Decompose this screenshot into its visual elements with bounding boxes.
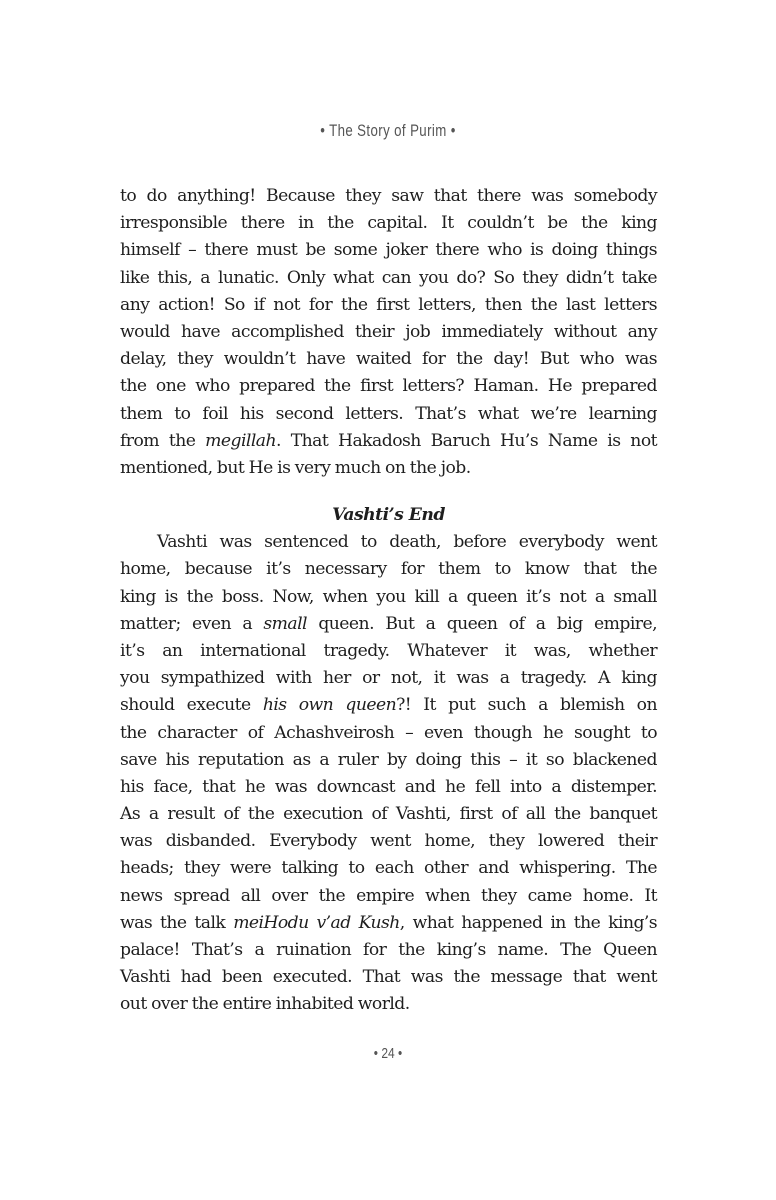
text-line: news spread all over the empire when they came home. It [120,885,657,906]
italic-phrase-his-own-queen: his own queen [262,695,397,716]
body-text-section-2 [120,502,657,1019]
text-run: queen. But a queen of a big empire, [306,613,657,634]
text-line: them to foil his second letters. That’s what we’re learning [120,403,657,424]
text-line: save his reputation as a ruler by doing this – it so blackened [120,749,657,770]
text-line [120,910,657,937]
text-line: was disbanded. Everybody went home, they lowered their [120,831,657,852]
text-run: . That Hakadosh Baruch Hu’s Name is not [276,430,657,451]
text-line: irresponsible there in the capital. It couldn’t be the king [120,213,657,234]
section-heading: Vashti’s End [332,505,445,525]
text-run: ?! It put such a blemish on [396,695,657,716]
text-line: himself – there must be some joker there who is doing things [120,240,657,261]
text-line: palace! That’s a ruination for the king’s name. The Queen [120,940,657,960]
text-line [120,428,657,455]
text-line: the character of Achashveirosh – even though he sought to [120,722,657,743]
text-line: king is the boss. Now, when you kill a queen it’s not a small [120,586,657,607]
text-run: should execute [120,695,263,716]
text-line: mentioned, but He is very much on the job. [120,457,471,478]
text-line: to do anything! Because they saw that there was somebody [120,186,657,206]
body-text-section-1 [120,183,657,482]
text-line: As a result of the execution of Vashti, first of all the banquet [120,804,657,825]
italic-term-megillah: megillah [205,430,277,451]
text-run: was the talk [120,912,234,933]
text-line: out over the entire inhabited world. [120,994,410,1015]
page-number: • 24 • [373,1045,403,1062]
italic-phrase-meihodu: meiHodu v’ad Kush [233,912,400,933]
text-line: home, because it’s necessary for them to know that the [120,559,657,580]
text-line: it’s an international tragedy. Whatever it was, whether [120,640,657,661]
text-run: , what happened in the king’s [399,912,658,933]
text-line: Vashti was sentenced to death, before everybody went [157,532,657,553]
text-line: heads; they were talking to each other and whispering. The [120,858,657,879]
text-run: matter; even a [120,613,264,634]
text-line: like this, a lunatic. Only what can you do? So they didn’t take [120,267,657,288]
text-line [120,611,657,638]
text-line: delay, they wouldn’t have waited for the day! But who was [120,349,657,370]
text-line: would have accomplished their job immediately without any [120,321,657,342]
text-line [120,692,657,719]
text-line: the one who prepared the first letters? Haman. He prepared [120,376,657,397]
text-line: any action! So if not for the first letters, then the last letters [120,294,657,315]
text-run: from the [120,430,206,451]
italic-word-small: small [263,613,307,634]
running-head: • The Story of Purim • [320,121,456,140]
text-line: Vashti had been executed. That was the message that went [120,967,657,988]
text-line: you sympathized with her or not, it was a tragedy. A king [120,668,657,689]
text-line: his face, that he was downcast and he fell into a distemper. [120,776,657,797]
